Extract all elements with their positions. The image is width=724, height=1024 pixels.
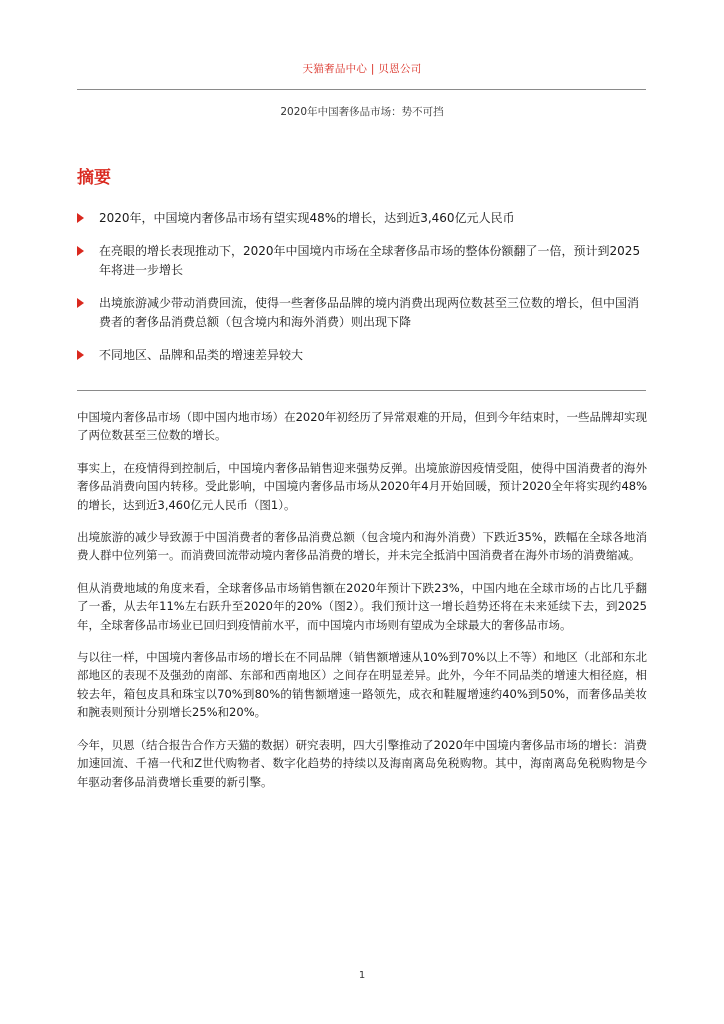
- body-paragraph: 出境旅游的减少导致源于中国消费者的奢侈品消费总额（包含境内和海外消费）下跌近35%，跌幅在全球各地消费人群中位列第一。而消费回流带动境内奢侈品消费的增长，并未完全抵消中国消费者在海外市场的消费缩减。: [77, 530, 647, 563]
- summary-bullet: [77, 346, 649, 365]
- body-paragraph: 事实上，在疫情得到控制后，中国境内奢侈品销售迎来强势反弹。出境旅游因疫情受阻，使得中国消费者的海外奢侈品消费向国内转移。受此影响，中国境内奢侈品市场从2020年4月开始回暖，预计2020全年将实现约48%的增长，达到近3,460亿元人民币（图1）。: [77, 460, 647, 512]
- triangle-bullet-icon: [77, 213, 84, 223]
- body-paragraph: 中国境内奢侈品市场（即中国内地市场）在2020年初经历了异常艰难的开局，但到今年结束时，一些品牌却实现了两位数甚至三位数的增长。: [77, 410, 647, 443]
- summary-bullet-text: 2020年，中国境内奢侈品市场有望实现48%的增长，达到近3,460亿元人民币: [99, 211, 515, 225]
- summary-bullet: [77, 209, 649, 228]
- header-brand-line: 天猫奢品中心 | 贝恩公司: [302, 63, 422, 75]
- summary-bullet: [77, 242, 649, 280]
- document-title: 2020年中国奢侈品市场：势不可挡: [280, 106, 444, 118]
- body-paragraph: 今年，贝恩（结合报告合作方天猫的数据）研究表明，四大引擎推动了2020年中国境内奢侈品市场的增长：消费加速回流、千禧一代和Z世代购物者、数字化趋势的持续以及海南离岛免税购物。其中，海南离岛免税购物是今年驱动奢侈品消费增长重要的新引擎。: [77, 737, 647, 789]
- triangle-bullet-icon: [77, 298, 84, 308]
- summary-bullet-list: [77, 209, 649, 379]
- triangle-bullet-icon: [77, 246, 84, 256]
- page-number: 1: [358, 970, 366, 981]
- triangle-bullet-icon: [77, 350, 84, 360]
- section-divider: [77, 390, 646, 391]
- body-paragraph: 但从消费地域的角度来看，全球奢侈品市场销售额在2020年预计下跌23%，中国内地在全球市场的占比几乎翻了一番，从去年11%左右跃升至2020年的20%（图2）。我们预计这一增长趋势还将在未来延续下去，到2025年，全球奢侈品市场业已回归到疫情前水平，而中国境内市场则有望成为全球最大的奢侈品市场。: [77, 580, 647, 632]
- summary-bullet: [77, 294, 649, 332]
- summary-bullet-text: 在亮眼的增长表现推动下，2020年中国境内市场在全球奢侈品市场的整体份额翻了一倍，预计到2025年将进一步增长: [99, 244, 641, 277]
- body-paragraph: 与以往一样，中国境内奢侈品市场的增长在不同品牌（销售额增速从10%到70%以上不等）和地区（北部和东北部地区的表现不及强劲的南部、东部和西南地区）之间存在明显差异。此外，今年不同品类的增速大相径庭，相较去年，箱包皮具和珠宝以70%到80%的销售额增速一路领先，成衣和鞋履增速约40%到50%，而奢侈品美妆和腕表则预计分别增长25%和20%。: [77, 650, 647, 720]
- summary-bullet-text: 出境旅游减少带动消费回流，使得一些奢侈品品牌的境内消费出现两位数甚至三位数的增长，但中国消费者的奢侈品消费总额（包含境内和海外消费）则出现下降: [99, 296, 640, 329]
- header-divider: [77, 89, 646, 90]
- body-text: [77, 408, 647, 805]
- summary-bullet-text: 不同地区、品牌和品类的增速差异较大: [99, 348, 304, 362]
- summary-heading: 摘要: [77, 168, 111, 188]
